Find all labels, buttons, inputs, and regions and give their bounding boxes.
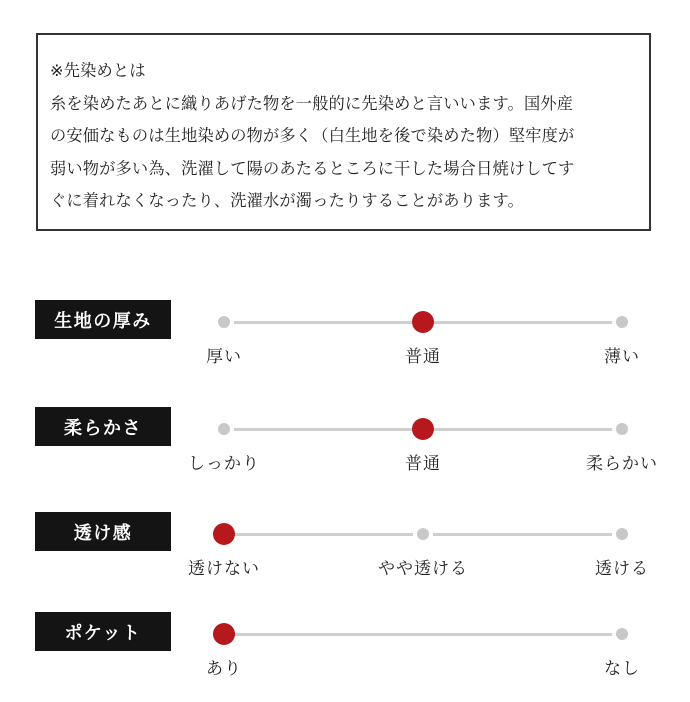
scale-track — [234, 428, 413, 431]
scale-dot — [616, 316, 628, 328]
scale-label: 生地の厚み — [35, 300, 171, 339]
note-line-1: 糸を染めたあとに織りあげた物を一般的に先染めと言いいます。国外産 — [50, 93, 574, 113]
scale-dot — [218, 423, 230, 435]
scale-track — [433, 533, 612, 536]
scale-row-pocket — [0, 612, 690, 702]
scale-dot-selected — [412, 418, 434, 440]
note-line-2: の安価なものは生地染めの物が多く（白生地を後で染めた物）堅牢度が — [50, 126, 575, 145]
scale-option-label: やや透ける — [378, 559, 468, 579]
scale-option-label: しっかり — [188, 454, 260, 474]
note-title: ※先染めとは — [50, 61, 146, 80]
scale-option-label: 透けない — [188, 559, 260, 579]
scale-dot — [417, 528, 429, 540]
scale-option-label: あり — [206, 659, 242, 679]
scale-row-sheerness — [0, 512, 690, 602]
scale-option-label: 柔らかい — [586, 454, 658, 474]
scale-option-label: なし — [604, 659, 640, 679]
scale-dot — [616, 528, 628, 540]
scale-dot — [616, 628, 628, 640]
note-line-4: ぐに着れなくなったり、洗濯水が濁ったりすることがあります。 — [50, 191, 524, 210]
scale-row-softness — [0, 407, 690, 497]
scale-track — [433, 428, 612, 431]
scale-track — [433, 321, 612, 324]
scale-track — [234, 533, 413, 536]
scale-label: ポケット — [35, 612, 171, 651]
scale-option-label: 普通 — [405, 454, 441, 474]
scale-track — [234, 633, 612, 636]
scale-track — [234, 321, 413, 324]
scale-dot — [616, 423, 628, 435]
scale-dot-selected — [412, 311, 434, 333]
note-box — [36, 33, 651, 231]
scale-dot-selected — [213, 623, 235, 645]
scale-option-label: 薄い — [604, 347, 640, 367]
scale-label: 透け感 — [35, 512, 171, 551]
scale-label: 柔らかさ — [35, 407, 171, 446]
scale-option-label: 普通 — [405, 347, 441, 367]
scale-dot-selected — [213, 523, 235, 545]
scale-row-thickness — [0, 300, 690, 390]
scale-dot — [218, 316, 230, 328]
scale-option-label: 透ける — [595, 559, 649, 579]
scale-option-label: 厚い — [206, 347, 242, 367]
note-line-3: 弱い物が多い為、洗濯して陽のあたるところに干した場合日焼けしてす — [50, 158, 575, 178]
